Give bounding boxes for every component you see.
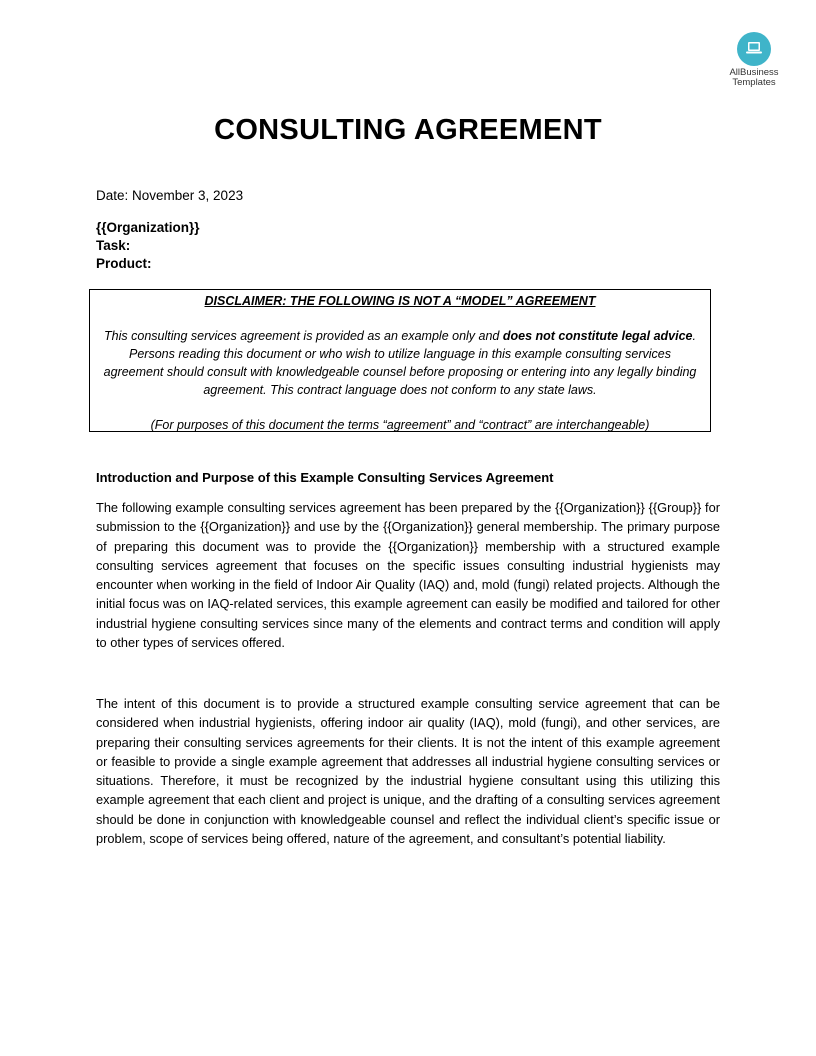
disclaimer-heading: DISCLAIMER: THE FOLLOWING IS NOT A “MODEL” AGREEMENT bbox=[204, 294, 596, 308]
paragraph-intent: The intent of this document is to provide a structured example consulting service agreement that can be considered when industrial hygienists, offering indoor air quality (IAQ), mold (fungi), and other services, are preparing their consulting services agreements for their clients. It is not the intent of this example agreement or feasible to provide a single example agreement that addresses all industrial hygiene consulting services or situations. Therefore, it must be recognized by the industrial hygiene consultant using this utilizing this example agreement that each client and project is unique, and the drafting of a consulting services agreement should be done in conjunction with knowledgeable counsel and reflect the individual client’s specific issue or problem, scope of services being offered, nature of the agreement, and consultant’s potential liability. bbox=[96, 696, 720, 847]
disclaimer-text bbox=[102, 327, 698, 399]
product-label: Product: bbox=[96, 256, 152, 271]
document-date: Date: November 3, 2023 bbox=[96, 188, 244, 203]
logo-circle bbox=[737, 32, 771, 66]
disclaimer-bold-text: does not constitute legal advice bbox=[502, 329, 693, 343]
section-heading: Introduction and Purpose of this Example Consulting Services Agreement bbox=[96, 470, 554, 485]
laptop-icon bbox=[745, 40, 763, 56]
document-meta bbox=[96, 219, 200, 273]
logo-line-1: AllBusiness bbox=[729, 67, 779, 78]
disclaimer-box bbox=[89, 289, 711, 432]
organization-placeholder: {{Organization}} bbox=[96, 220, 200, 235]
disclaimer-note: (For purposes of this document the terms “agreement” and “contract” are interchangeable) bbox=[150, 418, 650, 432]
allbusiness-templates-logo bbox=[718, 32, 790, 88]
disclaimer-text-end: . Persons reading this document or who wish to utilize language in this example consulting services agreement should consult with knowledgeable counsel before proposing or entering into any legally binding agreement. This contract language does not conform to any state laws. bbox=[103, 329, 697, 397]
logo-line-2: Templates bbox=[732, 77, 776, 88]
disclaimer-text-start: This consulting services agreement is provided as an example only and bbox=[104, 329, 503, 343]
paragraph-introduction: The following example consulting services agreement has been prepared by the {{Organization}} {{Group}} for submission to the {{Organization}} and use by the {{Organization}} general membership. The primary purpose of preparing this document was to provide the {{Organization}} membership with a structured example consulting services agreement that focuses on the specific issues consulting industrial hygienists may encounter when working in the field of Indoor Air Quality (IAQ) and, mold (fungi) related projects. Although the initial focus was on IAQ-related services, this example agreement can easily be modified and tailored for other industrial hygiene consulting services since many of the elements and contract terms and condition will apply to other types of services offered. bbox=[96, 500, 720, 651]
logo-text bbox=[718, 68, 790, 88]
task-label: Task: bbox=[96, 238, 131, 253]
document-title: CONSULTING AGREEMENT bbox=[214, 114, 602, 146]
